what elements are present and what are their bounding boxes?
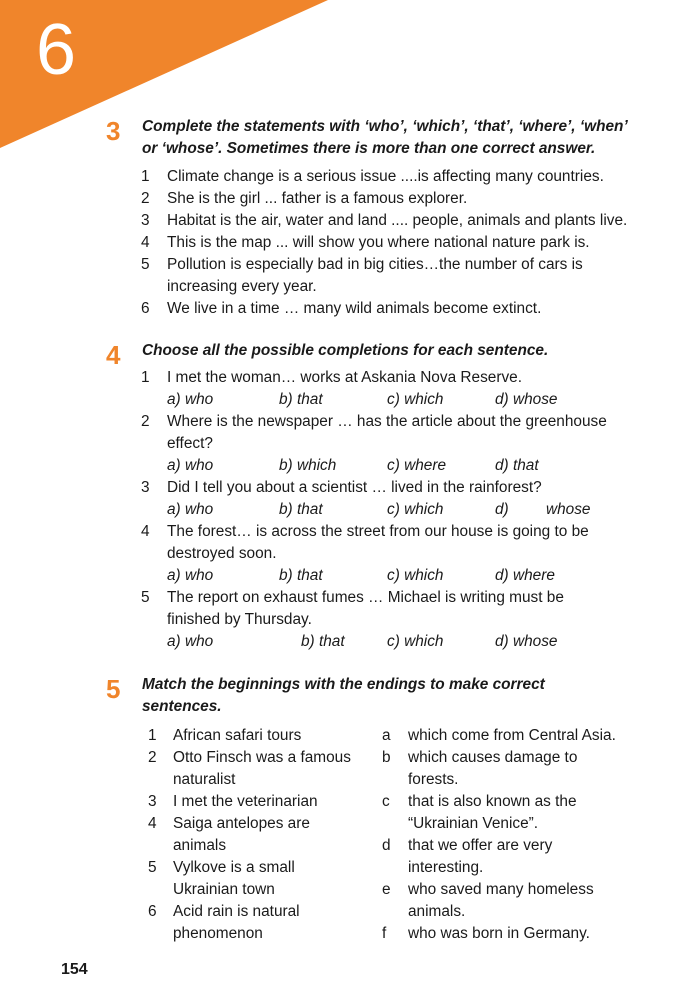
exercise-5-ending-text: who saved many homeless (408, 881, 594, 898)
exercise-3-item-text: This is the map ... will show you where national nature park is. (167, 234, 590, 251)
exercise-4-item-number: 4 (141, 523, 150, 540)
exercise-5-beginning-number: 4 (148, 815, 157, 832)
exercise-5-ending-text: which come from Central Asia. (408, 727, 616, 744)
exercise-3-item-number: 6 (141, 300, 150, 317)
exercise-5-beginning-text: Acid rain is natural (173, 903, 300, 920)
exercise-4-item-text: destroyed soon. (167, 545, 277, 562)
exercise-4-option: a) who (167, 633, 214, 650)
exercise-5-beginning-text: Vylkove is a small (173, 859, 295, 876)
exercise-5-instruction: Match the beginnings with the endings to make correct sentences. (142, 676, 545, 715)
exercise-3-item-text: increasing every year. (167, 278, 317, 295)
exercise-4-item-number: 2 (141, 413, 150, 430)
exercise-3-item-number: 5 (141, 256, 150, 273)
exercise-4-option: c) which (387, 633, 444, 650)
exercise-3-number: 3 (106, 116, 121, 146)
exercise-4-item-text: effect? (167, 435, 213, 452)
exercise-4-option: b) that (301, 633, 345, 650)
exercise-5-beginning-text: phenomenon (173, 925, 263, 942)
exercise-5-beginning-text: animals (173, 837, 227, 854)
exercise-5-ending-letter: e (382, 881, 391, 898)
exercise-4-option: a) who (167, 567, 214, 584)
exercise-5-ending-text: that we offer are very (408, 837, 553, 854)
exercise-5-beginning-text: Ukrainian town (173, 881, 275, 898)
page-number: 154 (61, 961, 88, 978)
exercise-4-item-text: Where is the newspaper … has the article about the greenhouse (167, 413, 607, 430)
exercise-4-option: c) which (387, 391, 444, 408)
exercise-5-ending-text: “Ukrainian Venice”. (408, 815, 539, 832)
exercise-4-option: b) which (279, 457, 337, 474)
exercise-5-beginning-text: Otto Finsch was a famous (173, 749, 351, 766)
exercise-4-option: d) whose (495, 633, 558, 650)
exercise-5-ending-letter: b (382, 749, 391, 766)
exercise-4-item-text: The report on exhaust fumes … Michael is writing must be (167, 589, 564, 606)
exercise-4-option: b) that (279, 567, 323, 584)
exercise-3-item-text: Habitat is the air, water and land .... people, animals and plants live. (167, 212, 628, 229)
exercise-4-item-number: 3 (141, 479, 150, 496)
exercise-4-item-number: 5 (141, 589, 150, 606)
exercise-4-option: c) which (387, 567, 444, 584)
exercise-5-ending-letter: f (382, 925, 387, 942)
exercise-3-item-number: 4 (141, 234, 150, 251)
exercise-5-ending-letter: d (382, 837, 391, 854)
exercise-4-item-text: Did I tell you about a scientist … lived in the rainforest? (167, 479, 542, 496)
exercise-4-option: a) who (167, 501, 214, 518)
exercise-4-option: c) which (387, 501, 444, 518)
exercise-4-item-text: finished by Thursday. (167, 611, 312, 628)
exercise-5-beginning-number: 1 (148, 727, 157, 744)
exercise-5-ending-text: who was born in Germany. (408, 925, 590, 942)
exercise-4-item-text: The forest… is across the street from our house is going to be (167, 523, 589, 540)
exercise-4-option: a) who (167, 457, 214, 474)
exercise-3-item-text: Climate change is a serious issue ....is affecting many countries. (167, 168, 604, 185)
exercise-4-option: d) whose (495, 391, 558, 408)
exercise-3-item-number: 1 (141, 168, 150, 185)
exercise-4-item-number: 1 (141, 369, 150, 386)
exercise-5-beginning-text: African safari tours (173, 727, 302, 744)
exercise-5-ending-text: which causes damage to (408, 749, 578, 766)
exercise-5-ending-text: that is also known as the (408, 793, 577, 810)
exercise-3-item-text: We live in a time … many wild animals become extinct. (167, 300, 542, 317)
exercise-5-beginning-number: 5 (148, 859, 157, 876)
exercise-3-item-number: 2 (141, 190, 150, 207)
exercise-5-beginning-number: 2 (148, 749, 157, 766)
exercise-5-beginning-text: I met the veterinarian (173, 793, 318, 810)
exercise-5-beginning-number: 3 (148, 793, 157, 810)
exercise-4-option: d) where (495, 567, 555, 584)
exercise-5-beginning-text: Saiga antelopes are (173, 815, 310, 832)
exercise-3-item-text: She is the girl ... father is a famous explorer. (167, 190, 468, 207)
exercise-5-beginning-text: naturalist (173, 771, 236, 788)
exercise-5-ending-letter: a (382, 727, 391, 744)
exercise-3-item-number: 3 (141, 212, 150, 229)
unit-number: 6 (36, 10, 77, 90)
exercise-4-option: d) that (495, 457, 539, 474)
exercise-5-number: 5 (106, 674, 121, 704)
exercise-4-item-text: I met the woman… works at Askania Nova Reserve. (167, 369, 522, 386)
exercise-4-option: a) who (167, 391, 214, 408)
exercise-5-ending-text: forests. (408, 771, 459, 788)
exercise-4-option: whose (546, 501, 591, 518)
exercise-4-option: b) that (279, 391, 323, 408)
exercise-3-item-text: Pollution is especially bad in big cities…the number of cars is (167, 256, 583, 273)
exercise-5-ending-text: animals. (408, 903, 466, 920)
exercise-4-instruction: Choose all the possible completions for each sentence. (142, 342, 549, 359)
exercise-4-number: 4 (106, 340, 121, 370)
exercise-5-beginning-number: 6 (148, 903, 157, 920)
exercise-4-option: d) (495, 501, 509, 518)
exercise-3-instruction: Complete the statements with ‘who’, ‘which’, ‘that’, ‘where’, ‘when’ or ‘whose’. Sometimes there is more than one correct answer. (142, 118, 628, 157)
exercise-5-ending-letter: c (382, 793, 390, 810)
exercise-4-option: b) that (279, 501, 323, 518)
exercise-4-option: c) where (387, 457, 447, 474)
exercise-5-ending-text: interesting. (408, 859, 484, 876)
